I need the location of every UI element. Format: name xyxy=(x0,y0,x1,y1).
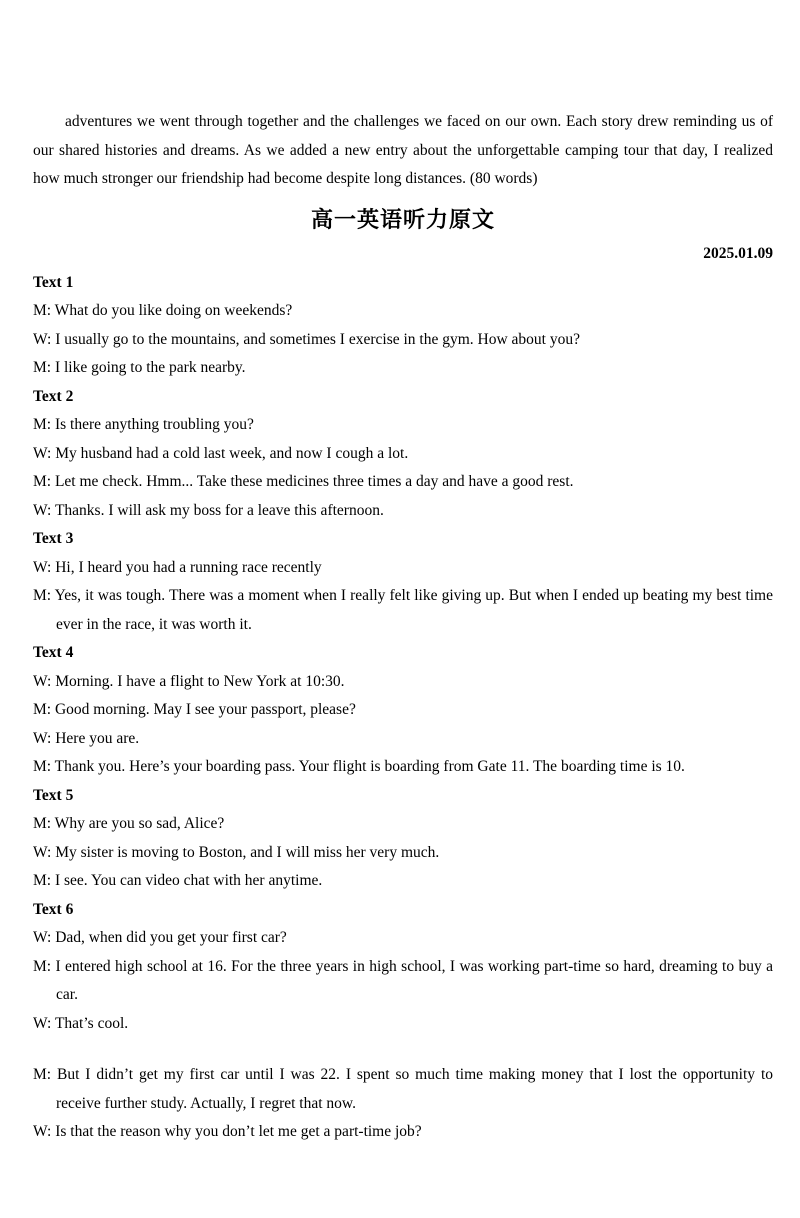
dialogue-line: W: Dad, when did you get your first car? xyxy=(33,929,287,946)
dialogue-line: M: Thank you. Here’s your boarding pass. Your flight is boarding from Gate 11. The boarding time is 10. xyxy=(33,758,685,775)
dialogue-line: W: Hi, I heard you had a running race recently xyxy=(33,558,322,576)
dialogue-line: W: Is that the reason why you don’t let me get a part-time job? xyxy=(33,1123,422,1140)
text-section-3 xyxy=(33,525,773,639)
dialogue-line: W: Here you are. xyxy=(33,729,140,747)
dialogue-line: M: Good morning. May I see your passport, please? xyxy=(33,701,356,718)
text-section-6 xyxy=(33,896,773,1147)
section-heading: Text 3 xyxy=(33,530,74,547)
dialogue-line: M: Let me check. Hmm... Take these medicines three times a day and have a good rest. xyxy=(33,473,574,490)
dialogue-line: M: Yes, it was tough. There was a moment when I really felt like giving up. But when I ended up beating my best time ever in the race, it was worth it. xyxy=(33,587,773,633)
dialogue-line: W: Thanks. I will ask my boss for a leave this afternoon. xyxy=(33,501,384,519)
dialogue-line: W: That’s cool. xyxy=(33,1014,129,1032)
section-heading: Text 1 xyxy=(33,273,74,291)
document-date: 2025.01.09 xyxy=(703,244,773,262)
text-section-4 xyxy=(33,639,773,782)
dialogue-line: M: But I didn’t get my first car until I was 22. I spent so much time making money that I lost the opportunity to receive further study. Actually, I regret that now. xyxy=(33,1066,773,1112)
text-section-1 xyxy=(33,269,773,383)
text-section-5 xyxy=(33,782,773,896)
dialogue-line: W: I usually go to the mountains, and sometimes I exercise in the gym. How about you? xyxy=(33,330,580,348)
dialogue-line: M: Why are you so sad, Alice? xyxy=(33,815,225,832)
intro-paragraph: adventures we went through together and the challenges we faced on our own. Each story drew reminding us of our shared histories and dreams. As we added a new entry about the unforgettable camping tour that day, I realized how much stronger our friendship had become despite long distances. (80 words) xyxy=(33,113,773,187)
section-heading: Text 2 xyxy=(33,387,74,405)
section-heading: Text 6 xyxy=(33,900,74,918)
document-page xyxy=(33,108,773,1147)
text-section-2 xyxy=(33,383,773,526)
dialogue-line: M: I entered high school at 16. For the three years in high school, I was working part-time so hard, dreaming to buy a car. xyxy=(33,957,773,1003)
section-heading: Text 4 xyxy=(33,644,74,661)
dialogue-line: W: Morning. I have a flight to New York at 10:30. xyxy=(33,672,345,690)
dialogue-line: W: My husband had a cold last week, and now I cough a lot. xyxy=(33,444,409,462)
page-title: 高一英语听力原文 xyxy=(310,206,495,233)
dialogue-line: M: Is there anything troubling you? xyxy=(33,416,254,433)
dialogue-line: M: What do you like doing on weekends? xyxy=(33,302,293,319)
section-heading: Text 5 xyxy=(33,786,74,804)
dialogue-line: M: I like going to the park nearby. xyxy=(33,359,246,376)
dialogue-line: W: My sister is moving to Boston, and I will miss her very much. xyxy=(33,843,440,861)
paragraph-gap xyxy=(33,1038,773,1061)
dialogue-line: M: I see. You can video chat with her anytime. xyxy=(33,872,323,889)
